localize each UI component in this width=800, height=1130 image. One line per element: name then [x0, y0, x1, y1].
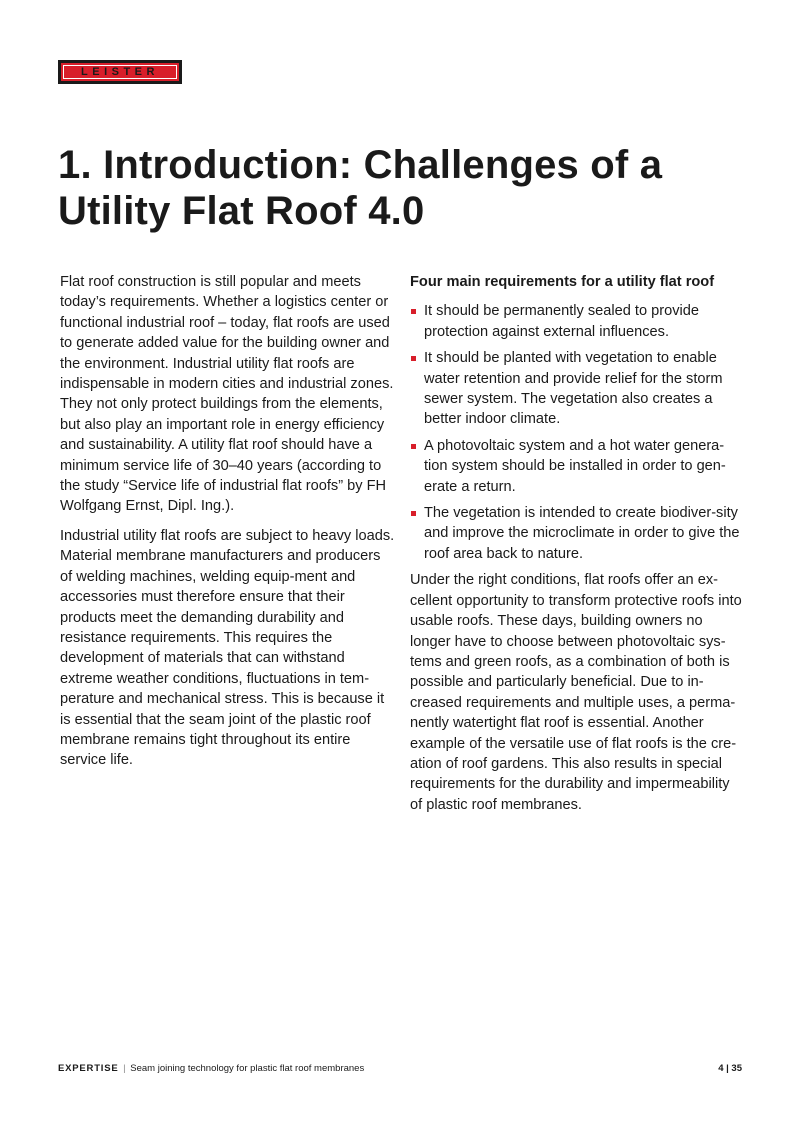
footer-left	[58, 1063, 364, 1074]
intro-paragraph-1: Flat roof construction is still popular and meets today’s requirements. Whether a logistics center or functional industrial roof – today, flat roofs are used to generate added value for the building owner and the environment. Industrial utility flat roofs are indispensable in modern cities and industrial zones. They not only protect buildings from the elements, but also play an important role in energy efficiency and sustainability. A utility flat roof should have a minimum service life of 30–40 years (according to the study “Service life of industrial flat roofs” by FH Wolfgang Ernst, Dipl. Ing.).	[60, 274, 394, 515]
list-item	[410, 503, 745, 564]
intro-paragraph-2: Industrial utility flat roofs are subject to heavy loads. Material membrane manufacturers and producers of welding machines, welding equip-ment and accessories must therefore ensure that their products meet the demanding durability and resistance requirements. This requires the development of materials that can withstand extreme weather conditions, fluctuations in tem-perature and mechanical stress. This is because it is essential that the seam joint of the plastic roof membrane remains tight throughout its entire service life.	[60, 527, 395, 769]
requirement-text: The vegetation is intended to create biodiver-sity and improve the microclimate in order to give the roof area back to nature.	[424, 505, 740, 562]
bullet-icon	[411, 511, 416, 516]
footer-subtitle: Seam joining technology for plastic flat roof membranes	[130, 1063, 365, 1074]
bullet-icon	[411, 356, 416, 361]
logo-text: LEISTER	[63, 65, 177, 79]
page-footer	[58, 1063, 742, 1074]
list-item	[410, 436, 745, 497]
requirements-list	[410, 301, 745, 564]
requirement-text: It should be planted with vegetation to enable water retention and provide relief for the storm sewer system. The vegetation also creates a better indoor climate.	[424, 350, 723, 428]
leister-logo	[58, 60, 182, 84]
list-item	[410, 348, 745, 430]
requirement-text: A photovoltaic system and a hot water genera-tion system should be installed in order to gen-erate a return.	[424, 437, 726, 495]
page-number: 4 | 35	[718, 1063, 742, 1074]
bullet-icon	[411, 444, 416, 449]
conditions-paragraph: Under the right conditions, flat roofs offer an ex-cellent opportunity to transform protective roofs into usable roofs. These days, building owners no longer have to choose between photovoltaic sys-tems and green roofs, as a combination of both is possible and particularly beneficial. Due to in-creased requirements and multiple uses, a perma-nently watertight flat roof is essential. Another example of the versatile use of flat roofs is the cre-ation of roof gardens. This also results in special requirements for the durability and impermeability of plastic roof membranes.	[410, 572, 742, 813]
footer-separator: |	[123, 1063, 126, 1074]
requirements-heading: Four main requirements for a utility flat roof	[410, 274, 715, 290]
list-item	[410, 301, 745, 342]
bullet-icon	[411, 309, 416, 314]
right-column	[410, 272, 745, 824]
footer-brand: EXPERTISE	[58, 1063, 119, 1074]
left-column	[60, 272, 395, 780]
page-title: 1. Introduction: Challenges of a Utility Flat Roof 4.0	[58, 143, 663, 233]
requirement-text: It should be permanently sealed to provide protection against external influences.	[424, 303, 700, 340]
